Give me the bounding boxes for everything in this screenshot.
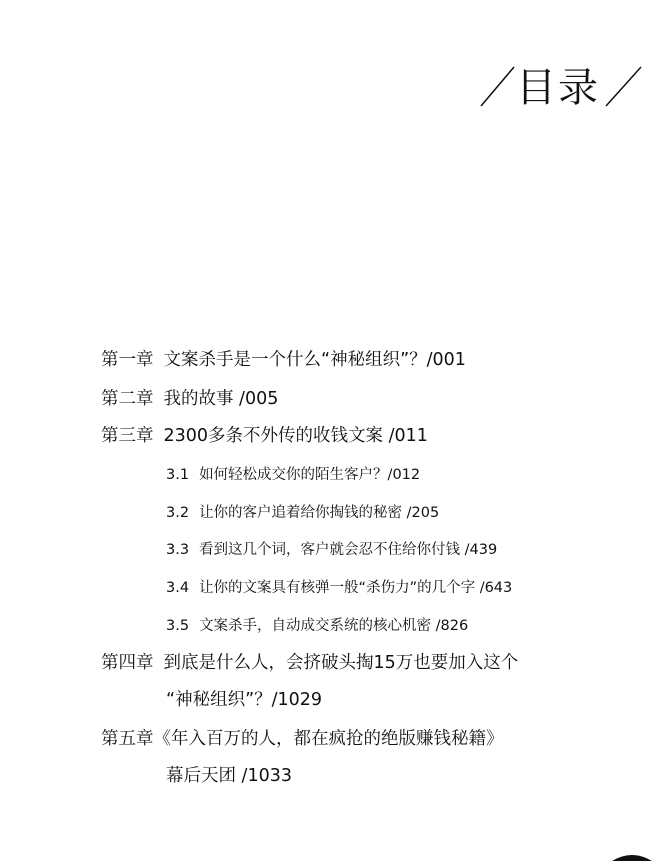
page-title: 目录	[516, 65, 600, 111]
chapter-label: 第四章	[101, 653, 154, 673]
toc-entry-chapter-5-continued[interactable]	[166, 765, 292, 787]
chapter-title: 文案杀手是一个什么“神秘组织”？/001	[163, 350, 466, 370]
corner-ornament	[612, 851, 652, 861]
chapter-title-continued: “神秘组织”？/1029	[166, 690, 323, 710]
chapter-label: 第三章	[101, 426, 154, 446]
section-number: 3.4	[166, 580, 190, 596]
section-number: 3.2	[166, 505, 190, 521]
section-number: 3.3	[166, 542, 190, 558]
chapter-label: 第五章	[101, 729, 154, 749]
chapter-label: 第二章	[101, 389, 154, 409]
toc-entry-chapter-5[interactable]	[101, 728, 504, 750]
chapter-label: 第一章	[101, 350, 154, 370]
toc-entry-section-3-3[interactable]	[166, 541, 497, 559]
chapter-title: 《年入百万的人，都在疯抢的绝版赚钱秘籍》	[153, 729, 504, 749]
section-title: 让你的客户追着给你掏钱的秘密 /205	[199, 505, 440, 521]
toc-entry-section-3-2[interactable]	[166, 504, 439, 522]
section-title: 让你的文案具有核弹一般“杀伤力”的几个字 /643	[199, 580, 513, 596]
section-title: 文案杀手，自动成交系统的核心机密 /826	[199, 618, 469, 634]
toc-entry-chapter-4-continued[interactable]	[166, 689, 322, 711]
chapter-title: 到底是什么人，会挤破头掏15万也要加入这个	[163, 653, 519, 673]
section-title: 如何轻松成交你的陌生客户？/012	[199, 467, 421, 483]
toc-entry-chapter-2[interactable]	[101, 388, 278, 410]
chapter-title: 我的故事 /005	[163, 389, 279, 409]
toc-entry-section-3-5[interactable]	[166, 617, 468, 635]
toc-entry-section-3-1[interactable]	[166, 466, 420, 484]
section-number: 3.5	[166, 618, 190, 634]
toc-entry-chapter-3[interactable]	[101, 425, 428, 447]
chapter-title: 2300多条不外传的收钱文案 /011	[163, 426, 428, 446]
toc-entry-chapter-1[interactable]	[101, 349, 466, 371]
section-number: 3.1	[166, 467, 190, 483]
chapter-title-continued: 幕后天团 /1033	[166, 766, 292, 786]
toc-entry-section-3-4[interactable]	[166, 579, 512, 597]
toc-entry-chapter-4[interactable]	[101, 652, 518, 674]
section-title: 看到这几个词，客户就会忍不住给你付钱 /439	[199, 542, 498, 558]
